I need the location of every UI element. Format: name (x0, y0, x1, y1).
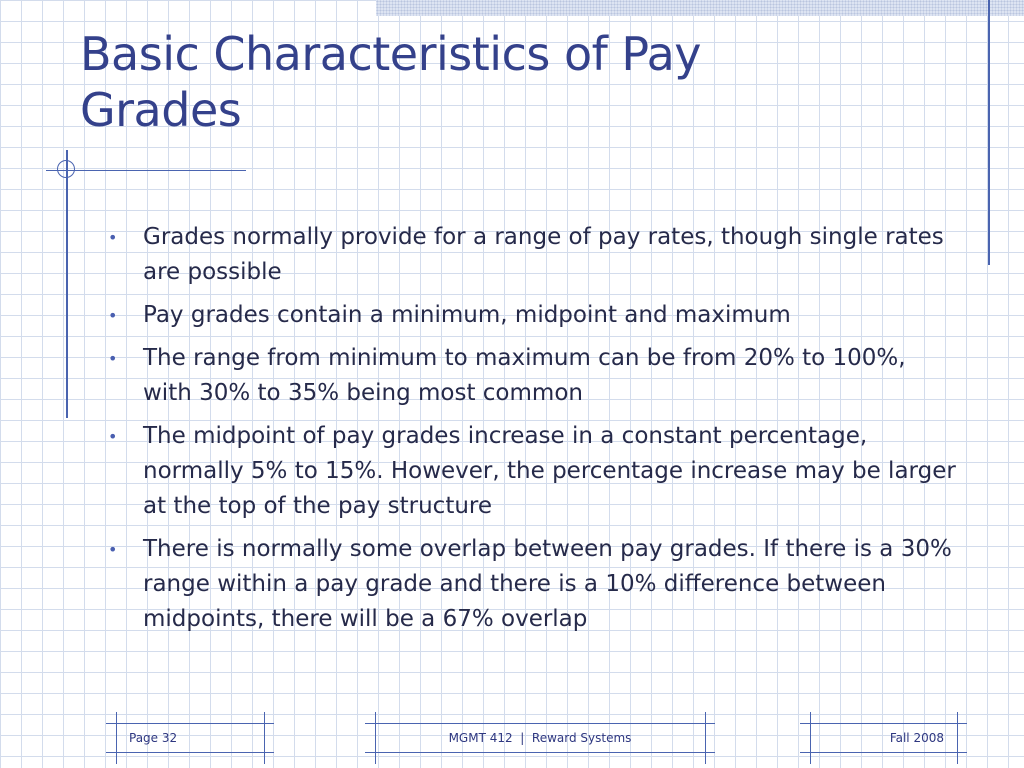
bullet-icon: • (108, 306, 118, 325)
footer-page-frame-right (264, 712, 265, 764)
footer-term-label: Fall 2008 (889, 731, 944, 745)
bullet-item (108, 341, 958, 411)
bullet-icon: • (108, 228, 118, 247)
bullet-text: Grades normally provide for a range of pay rates, though single rates are possible (143, 224, 944, 285)
corner-circle-ornament (57, 160, 75, 178)
title-underline-rule (46, 170, 246, 171)
top-decorative-band (376, 0, 1024, 16)
bullet-list (108, 220, 958, 645)
bullet-icon: • (108, 540, 118, 559)
slide-title: Basic Characteristics of Pay Grades (80, 27, 701, 137)
bullet-text: Pay grades contain a minimum, midpoint and maximum (143, 302, 791, 328)
footer-page-frame-left (116, 712, 117, 764)
bullet-text: There is normally some overlap between pay grades. If there is a 30% range within a pay grade and there is a 10% difference between midpoints, there will be a 67% overlap (143, 536, 952, 632)
bullet-item (108, 298, 958, 333)
bullet-item (108, 220, 958, 290)
footer-term-frame-left (810, 712, 811, 764)
bullet-icon: • (108, 427, 118, 446)
footer-page-number: Page 32 (129, 731, 178, 745)
footer-course-frame-right (705, 712, 706, 764)
footer-course-label: MGMT 412 | Reward Systems (448, 731, 632, 745)
bullet-icon: • (108, 349, 118, 368)
right-vertical-rule (988, 0, 990, 265)
left-vertical-rule (66, 150, 68, 418)
footer-term-frame-right (957, 712, 958, 764)
bullet-text: The midpoint of pay grades increase in a constant percentage, normally 5% to 15%. However, the percentage increase may be larger at the top of the pay structure (143, 423, 956, 519)
bullet-item (108, 419, 958, 524)
bullet-text: The range from minimum to maximum can be from 20% to 100%, with 30% to 35% being most common (143, 345, 906, 406)
bullet-item (108, 532, 958, 637)
